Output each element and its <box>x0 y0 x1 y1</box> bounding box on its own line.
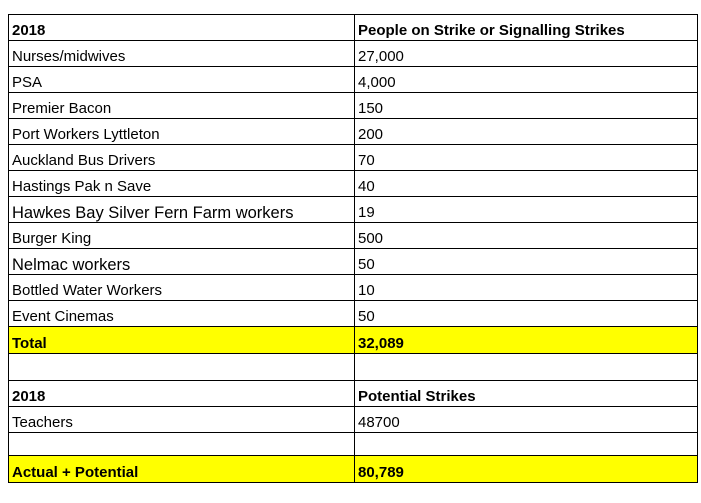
table-row <box>9 275 698 301</box>
header-cell-year[interactable]: 2018 <box>9 15 355 41</box>
row-value-cell[interactable]: 4,000 <box>355 67 698 93</box>
total-row <box>9 327 698 354</box>
row-label-cell[interactable]: Nurses/midwives <box>9 41 355 67</box>
row-label-cell[interactable]: Bottled Water Workers <box>9 275 355 301</box>
table-row <box>9 223 698 249</box>
row-value-cell[interactable]: 500 <box>355 223 698 249</box>
empty-cell[interactable] <box>355 433 698 456</box>
header-cell-potential-strikes[interactable]: Potential Strikes <box>355 381 698 407</box>
strike-table <box>8 14 698 483</box>
blank-row <box>9 354 698 381</box>
row-value-cell[interactable]: 50 <box>355 301 698 327</box>
row-label-cell[interactable]: Burger King <box>9 223 355 249</box>
row-value-cell[interactable]: 48700 <box>355 407 698 433</box>
table-row <box>9 407 698 433</box>
blank-row <box>9 433 698 456</box>
row-label-cell[interactable]: Nelmac workers <box>9 249 355 275</box>
row-value-cell[interactable]: 10 <box>355 275 698 301</box>
total-label-cell[interactable]: Total <box>9 327 355 354</box>
row-value-cell[interactable]: 200 <box>355 119 698 145</box>
row-label-cell[interactable]: PSA <box>9 67 355 93</box>
row-label-cell[interactable]: Premier Bacon <box>9 93 355 119</box>
table-row <box>9 301 698 327</box>
empty-cell[interactable] <box>9 354 355 381</box>
header-cell-people-on-strike[interactable]: People on Strike or Signalling Strikes <box>355 15 698 41</box>
grand-total-value-cell[interactable]: 80,789 <box>355 456 698 483</box>
row-value-cell[interactable]: 50 <box>355 249 698 275</box>
total-value-cell[interactable]: 32,089 <box>355 327 698 354</box>
table-row <box>9 41 698 67</box>
header-cell-year[interactable]: 2018 <box>9 381 355 407</box>
table-row <box>9 145 698 171</box>
row-label-cell[interactable]: Event Cinemas <box>9 301 355 327</box>
row-label-cell[interactable]: Port Workers Lyttleton <box>9 119 355 145</box>
row-label-cell[interactable]: Auckland Bus Drivers <box>9 145 355 171</box>
row-value-cell[interactable]: 27,000 <box>355 41 698 67</box>
table-row <box>9 67 698 93</box>
row-value-cell[interactable]: 19 <box>355 197 698 223</box>
table-row <box>9 171 698 197</box>
header-row-2018 <box>9 15 698 41</box>
row-label-cell[interactable]: Hawkes Bay Silver Fern Farm workers <box>9 197 355 223</box>
table-row <box>9 197 698 223</box>
row-label-cell[interactable]: Teachers <box>9 407 355 433</box>
row-value-cell[interactable]: 70 <box>355 145 698 171</box>
table-row <box>9 93 698 119</box>
header-row-potential <box>9 381 698 407</box>
empty-cell[interactable] <box>9 433 355 456</box>
grand-total-row <box>9 456 698 483</box>
row-label-cell[interactable]: Hastings Pak n Save <box>9 171 355 197</box>
table-row <box>9 119 698 145</box>
row-value-cell[interactable]: 40 <box>355 171 698 197</box>
row-value-cell[interactable]: 150 <box>355 93 698 119</box>
table-row <box>9 249 698 275</box>
grand-total-label-cell[interactable]: Actual + Potential <box>9 456 355 483</box>
empty-cell[interactable] <box>355 354 698 381</box>
